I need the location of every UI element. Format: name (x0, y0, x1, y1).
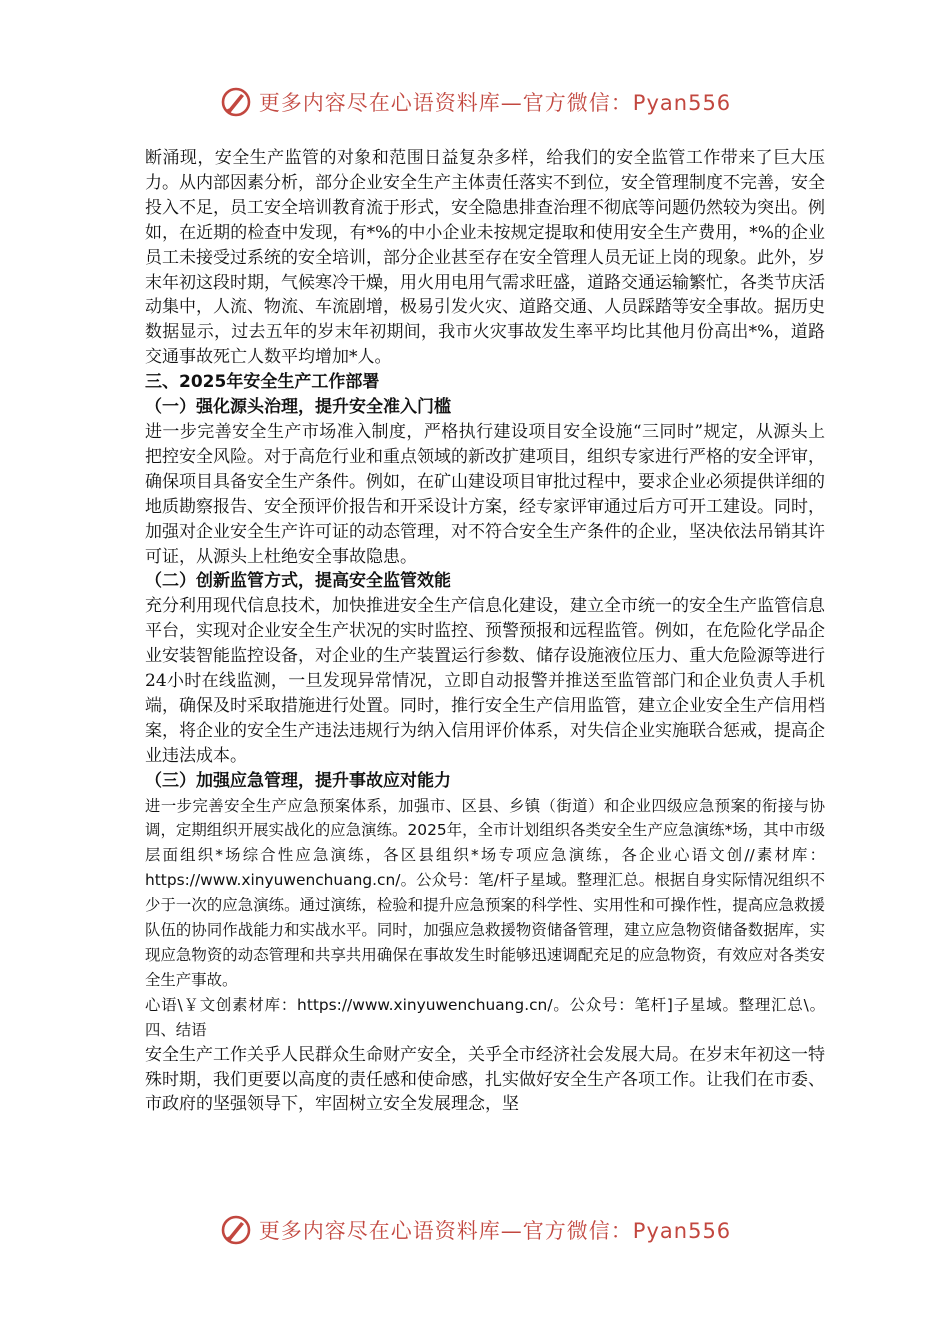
body-paragraph-3: 充分利用现代信息技术，加快推进安全生产信息化建设，建立全市统一的安全生产监管信息平台，实现对企业安全生产状况的实时监控、预警预报和远程监管。例如，在危险化学品企业安装智能监控设备，对企业的生产装置运行参数、储存设施液位压力、重大危险源等进行24小时在线监测，一旦发现异常情况，立即自动报警并推送至监管部门和企业负责人手机端，确保及时采取措施进行处置。同时，推行安全生产信用监管，建立企业安全生产信用档案，将企业的安全生产违法违规行为纳入信用评价体系，对失信企业实施联合惩戒，提高企业违法成本。 (145, 596, 825, 766)
subheading-3: （三）加强应急管理，提升事故应对能力 (145, 770, 451, 791)
subheading-1: （一）强化源头治理，提升安全准入门槛 (145, 397, 451, 418)
footer-banner (0, 1210, 950, 1250)
section-heading-3: 三、2025年安全生产工作部署 (145, 372, 380, 393)
document-body (145, 146, 825, 1117)
body-paragraph-4: 进一步完善安全生产应急预案体系，加强市、区县、乡镇（街道）和企业四级应急预案的衔接与协调，定期组织开展实战化的应急演练。2025年，全市计划组织各类安全生产应急演练*场，其中市级层面组织*场综合性应急演练，各区县组织*场专项应急演练，各企业心语文创//素材库：https://www.xinyuwenchuang.cn/。公众号：笔/杆子星域。整理汇总。根据自身实际情况组织不少于一次的应急演练。通过演练，检验和提升应急预案的科学性、实用性和可操作性，提高应急救援队伍的协同作战能力和实战水平。同时，加强应急救援物资储备管理，建立应急物资储备数据库，实现应急物资的动态管理和共享共用确保在事故发生时能够迅速调配充足的应急物资，有效应对各类安全生产事故。 (145, 796, 825, 989)
brush-circle-logo-icon (219, 1213, 253, 1247)
brush-circle-logo-icon (219, 85, 253, 119)
body-paragraph-6: 安全生产工作关乎人民群众生命财产安全，关乎全市经济社会发展大局。在岁末年初这一特殊时期，我们更要以高度的责任感和使命感，扎实做好安全生产各项工作。让我们在市委、市政府的坚强领导下，牢固树立安全发展理念，坚 (145, 1044, 825, 1115)
header-banner-text: 更多内容尽在心语资料库—官方微信：Pyan556 (258, 91, 732, 115)
body-paragraph-5: 心语\￥文创素材库：https://www.xinyuwenchuang.cn/。公众号：笔杆]子星域。整理汇总\。四、结语 (145, 995, 825, 1039)
body-paragraph-2: 进一步完善安全生产市场准入制度，严格执行建设项目安全设施“三同时”规定，从源头上把控安全风险。对于高危行业和重点领域的新改扩建项目，组织专家进行严格的安全评审，确保项目具备安全生产条件。例如，在矿山建设项目审批过程中，要求企业必须提供详细的地质勘察报告、安全预评价报告和开采设计方案，经专家评审通过后方可开工建设。同时，加强对企业安全生产许可证的动态管理，对不符合安全生产条件的企业，坚决依法吊销其许可证，从源头上杜绝安全事故隐患。 (145, 421, 825, 567)
header-banner (0, 82, 950, 122)
footer-banner-text: 更多内容尽在心语资料库—官方微信：Pyan556 (258, 1219, 732, 1243)
subheading-2: （二）创新监管方式，提高安全监管效能 (145, 571, 451, 592)
body-paragraph-1: 断涌现，安全生产监管的对象和范围日益复杂多样，给我们的安全监管工作带来了巨大压力。从内部因素分析，部分企业安全生产主体责任落实不到位，安全管理制度不完善，安全投入不足，员工安全培训教育流于形式，安全隐患排查治理不彻底等问题仍然较为突出。例如，在近期的检查中发现，有*%的中小企业未按规定提取和使用安全生产费用，*%的企业员工未接受过系统的安全培训，部分企业甚至存在安全管理人员无证上岗的现象。此外，岁末年初这段时期，气候寒冷干燥，用火用电用气需求旺盛，道路交通运输繁忙，各类节庆活动集中，人流、物流、车流剧增，极易引发火灾、道路交通、人员踩踏等安全事故。据历史数据显示，过去五年的岁末年初期间，我市火灾事故发生率平均比其他月份高出*%，道路交通事故死亡人数平均增加*人。 (145, 148, 825, 368)
